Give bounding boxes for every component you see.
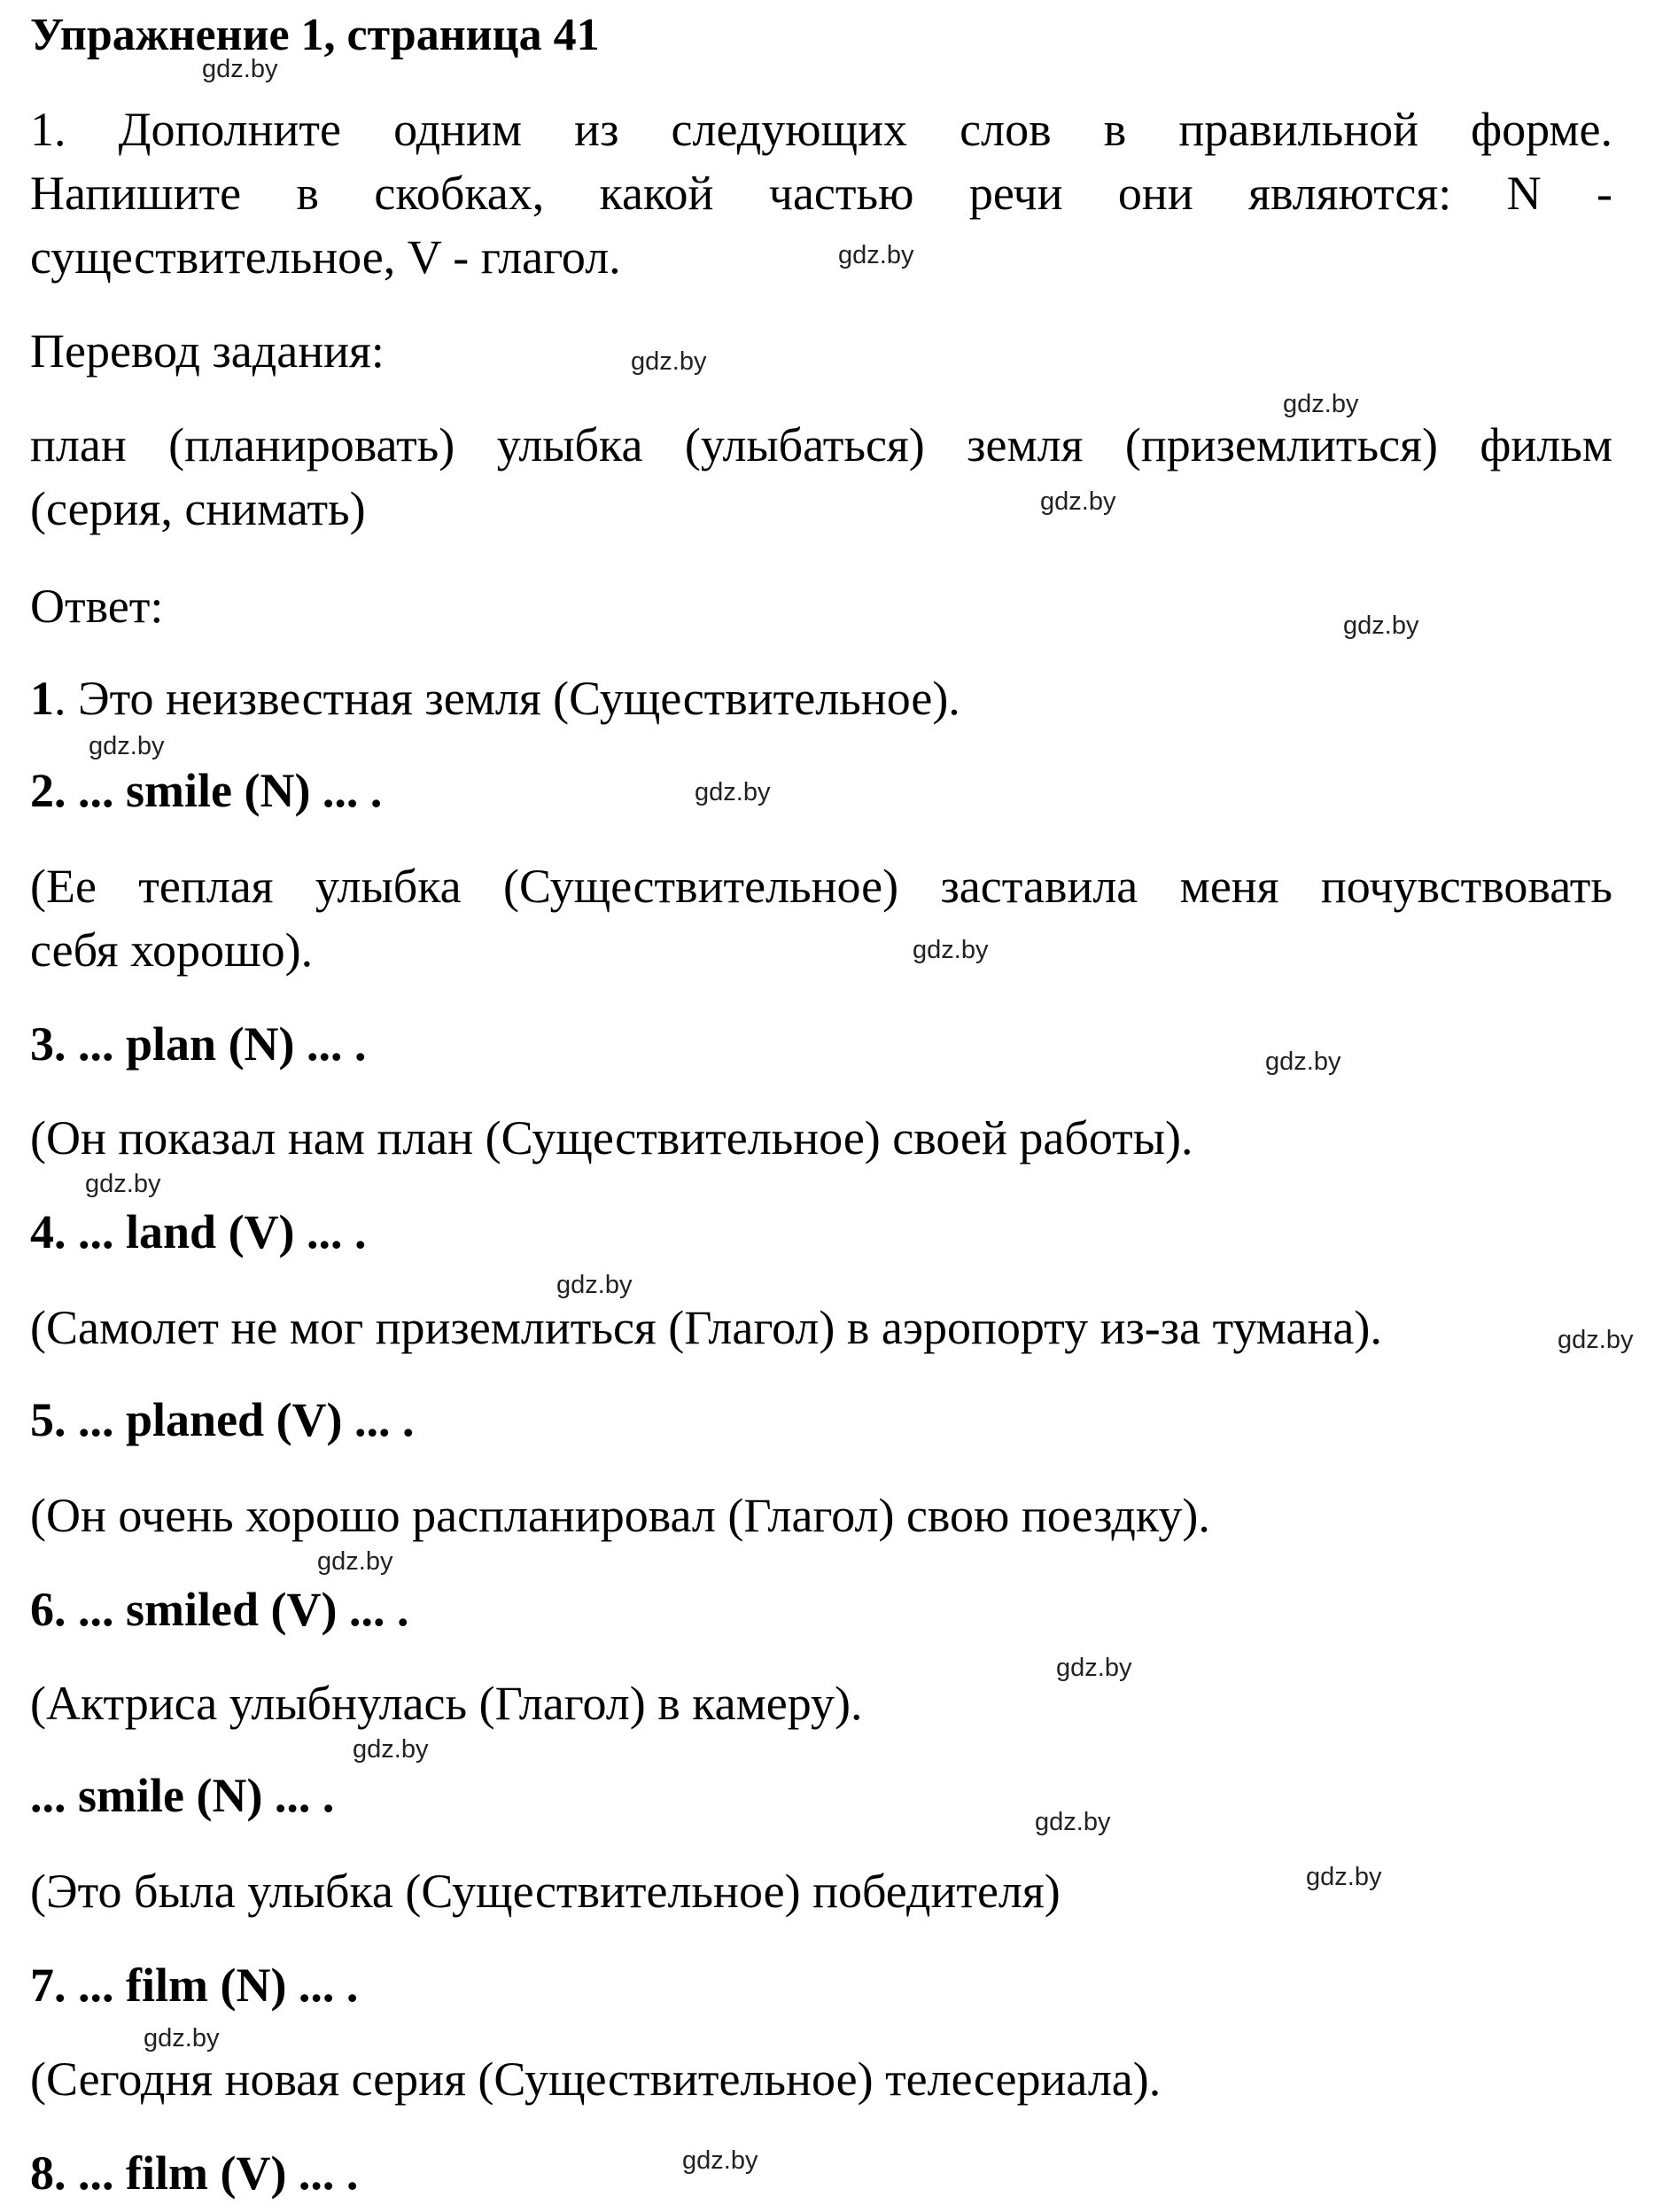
watermark: gdz.by <box>913 936 989 964</box>
watermark: gdz.by <box>1056 1654 1132 1682</box>
watermark: gdz.by <box>1040 487 1116 516</box>
answer-6b: ... smile (N) ... . <box>30 1769 335 1822</box>
answer-6: 6. ... smiled (V) ... . <box>30 1583 409 1636</box>
answer-1-text: . Это неизвестная земля (Существительное). <box>54 672 960 725</box>
watermark: gdz.by <box>144 2024 220 2052</box>
answer-6-translation: (Актриса улыбнулась (Глагол) в камеру). <box>30 1677 863 1730</box>
watermark: gdz.by <box>85 1170 161 1198</box>
watermark: gdz.by <box>682 2146 758 2175</box>
watermark: gdz.by <box>353 1735 429 1764</box>
watermark: gdz.by <box>1558 1326 1634 1354</box>
watermark: gdz.by <box>838 241 914 269</box>
answer-2: 2. ... smile (N) ... . <box>30 764 383 817</box>
watermark: gdz.by <box>202 55 278 83</box>
watermark: gdz.by <box>1343 611 1419 640</box>
answer-1 <box>30 666 960 730</box>
answer-7-translation: (Сегодня новая серия (Существительное) телесериала). <box>30 2052 1162 2106</box>
answer-2-translation-line-2: себя хорошо). <box>30 923 314 977</box>
answer-3-translation: (Он показал нам план (Существительное) своей работы). <box>30 1111 1193 1164</box>
watermark: gdz.by <box>89 732 165 760</box>
watermark: gdz.by <box>1035 1808 1111 1836</box>
watermark: gdz.by <box>1306 1863 1382 1891</box>
answer-7: 7. ... film (N) ... . <box>30 1959 359 2012</box>
watermark: gdz.by <box>317 1547 393 1576</box>
answer-4: 4. ... land (V) ... . <box>30 1205 367 1258</box>
task-line-1: 1. Дополните одним из следующих слов в правильной форме. <box>30 103 1612 156</box>
page-title: Упражнение 1, страница 41 <box>30 10 600 60</box>
answer-1-number: 1 <box>30 672 54 725</box>
answer-3: 3. ... plan (N) ... . <box>30 1017 367 1071</box>
words-line-1: план (планировать) улыбка (улыбаться) земля (приземлиться) фильм <box>30 418 1612 471</box>
words-line-2: (серия, снимать) <box>30 482 366 535</box>
task-line-3: существительное, V - глагол. <box>30 230 621 284</box>
watermark: gdz.by <box>1265 1048 1341 1076</box>
translation-label: Перевод задания: <box>30 324 385 378</box>
answer-5-translation: (Он очень хорошо распланировал (Глагол) свою поездку). <box>30 1489 1210 1542</box>
watermark: gdz.by <box>631 347 707 376</box>
answer-5: 5. ... planed (V) ... . <box>30 1393 415 1446</box>
watermark: gdz.by <box>556 1271 633 1299</box>
answer-8: 8. ... film (V) ... . <box>30 2146 359 2200</box>
answer-label: Ответ: <box>30 580 164 633</box>
watermark: gdz.by <box>695 778 771 806</box>
watermark: gdz.by <box>1283 390 1359 418</box>
answer-6b-translation: (Это была улыбка (Существительное) победителя) <box>30 1865 1061 1918</box>
task-line-2: Напишите в скобках, какой частью речи они являются: N - <box>30 167 1612 220</box>
answer-4-translation: (Самолет не мог приземлиться (Глагол) в аэропорту из-за тумана). <box>30 1301 1382 1354</box>
answer-2-translation-line-1: (Ее теплая улыбка (Существительное) заставила меня почувствовать <box>30 860 1612 913</box>
